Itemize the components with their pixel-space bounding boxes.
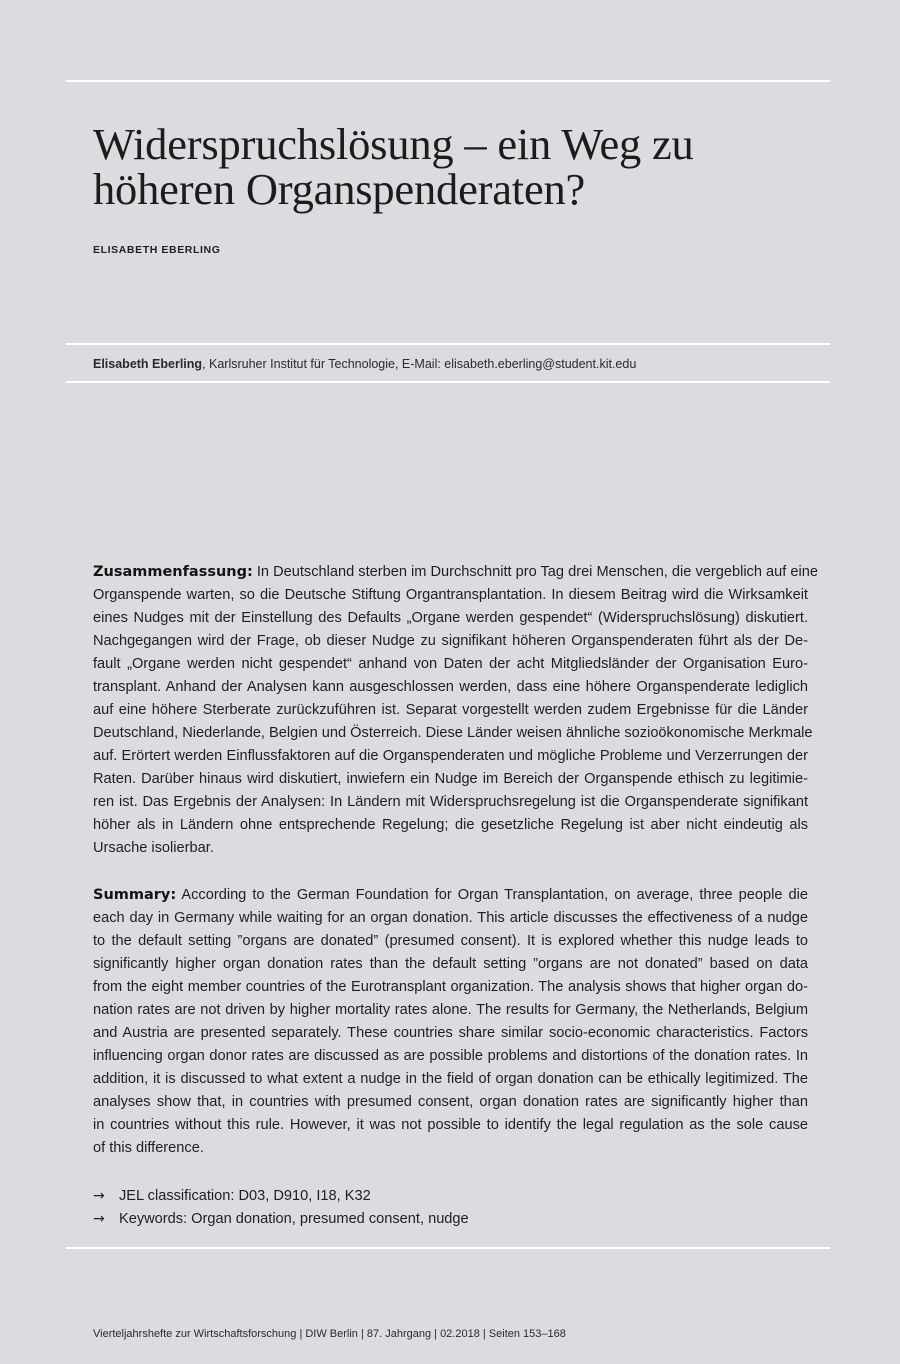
abstract-line — [93, 884, 808, 907]
classification-block — [93, 1185, 469, 1231]
affiliation-top-rule — [66, 343, 830, 345]
abstract-line: analyses show that, in countries with presumed consent, organ donation rates are significantly higher than — [93, 1094, 808, 1110]
article-title — [93, 119, 813, 214]
abstract-line: of this difference. — [93, 1140, 204, 1156]
abstract-english — [93, 884, 808, 1160]
jel-classification — [93, 1185, 469, 1208]
abstract-line: to the default setting ”organs are donated” (presumed consent). It is explored whether this nudge leads to — [93, 933, 808, 949]
abstract-label: Zusammenfassung: — [93, 564, 253, 580]
jel-text: JEL classification: D03, D910, I18, K32 — [119, 1188, 371, 1204]
title-line-1: Widerspruchslösung – ein Weg zu — [93, 119, 694, 169]
abstract-line: ren ist. Das Ergebnis der Analysen: In Ländern mit Widerspruchsregelung ist die Organspenderate signifikant — [93, 794, 808, 810]
abstract-line-text: According to the German Foundation for Organ Transplantation, on average, three people die — [176, 887, 808, 903]
keywords — [93, 1208, 469, 1231]
abstract-line: eines Nudges mit der Einstellung des Defaults „Organe werden gespendet“ (Widerspruchslösung) diskutiert. — [93, 610, 808, 626]
abstract-line: influencing organ donor rates are discussed as are possible problems and distortions of the donation rates. In — [93, 1048, 808, 1064]
arrow-right-icon: → — [93, 1188, 105, 1204]
abstract-line: Organspende warten, so die Deutsche Stiftung Organtransplantation. In diesem Beitrag wird die Wirksamkeit — [93, 587, 808, 603]
abstract-line: Deutschland, Niederlande, Belgien und Österreich. Diese Länder weisen ähnliche sozioökonomische Merkmale — [93, 725, 813, 741]
abstract-line: Raten. Darüber hinaus wird diskutiert, inwiefern ein Nudge im Bereich der Organspende ethisch zu legitimie- — [93, 771, 808, 787]
affiliation-details: , Karlsruher Institut für Technologie, E-Mail: elisabeth.eberling@student.kit.edu — [202, 357, 637, 371]
affiliation-name: Elisabeth Eberling — [93, 357, 203, 371]
abstract-line: significantly higher organ donation rates than the default setting ”organs are not donated” based on data — [93, 956, 808, 972]
abstract-line: addition, it is discussed to what extent a nudge in the field of organ donation can be ethically legitimized. The — [93, 1071, 808, 1087]
affiliation-bottom-rule — [66, 381, 830, 383]
abstract-line: auf eine höhere Sterberate zurückzuführen ist. Separat vorgestellt werden zudem Ergebnisse für die Länder — [93, 702, 808, 718]
top-rule — [66, 80, 830, 82]
abstract-line: Ursache isolierbar. — [93, 840, 214, 856]
journal-footer: Vierteljahrshefte zur Wirtschaftsforschung | DIW Berlin | 87. Jahrgang | 02.2018 | Seiten 153–168 — [93, 1328, 566, 1340]
arrow-right-icon: → — [93, 1211, 105, 1227]
author-name: ELISABETH EBERLING — [93, 244, 221, 256]
abstract-line: auf. Erörtert werden Einflussfaktoren auf die Organspenderaten und mögliche Probleme und Verzerrungen der — [93, 748, 808, 764]
abstract-line: and Austria are presented separately. These countries share similar socio-economic characteristics. Factors — [93, 1025, 808, 1041]
abstract-line: höher als in Ländern ohne entsprechende Regelung; die gesetzliche Regelung ist aber nicht eindeutig als — [93, 817, 808, 833]
abstract-label: Summary: — [93, 887, 177, 903]
abstract-line: in countries without this rule. However, it was not possible to identify the legal regulation as the sole cause — [93, 1117, 808, 1133]
abstract-line — [93, 561, 818, 584]
bottom-rule — [66, 1247, 830, 1249]
abstract-line: each day in Germany while waiting for an organ donation. This article discusses the effectiveness of a nudge — [93, 910, 808, 926]
keywords-text: Keywords: Organ donation, presumed consent, nudge — [119, 1211, 469, 1227]
abstract-line-text: In Deutschland sterben im Durchschnitt pro Tag drei Menschen, die vergeblich auf eine — [252, 564, 818, 580]
abstract-line: Nachgegangen wird der Frage, ob dieser Nudge zu signifikant höheren Organspenderaten führt als der De- — [93, 633, 808, 649]
abstract-german — [93, 561, 818, 860]
abstract-line: from the eight member countries of the Eurotransplant organization. The analysis shows that higher organ do- — [93, 979, 808, 995]
abstract-line: fault „Organe werden nicht gespendet“ anhand von Daten der acht Mitgliedsländer der Organisation Euro- — [93, 656, 808, 672]
abstract-line: nation rates are not driven by higher mortality rates alone. The results for Germany, the Netherlands, Belgium — [93, 1002, 808, 1018]
title-line-2: höheren Organspenderaten? — [93, 164, 586, 214]
abstract-line: transplant. Anhand der Analysen kann ausgeschlossen werden, dass eine höhere Organspenderate lediglich — [93, 679, 808, 695]
author-affiliation — [93, 357, 636, 371]
